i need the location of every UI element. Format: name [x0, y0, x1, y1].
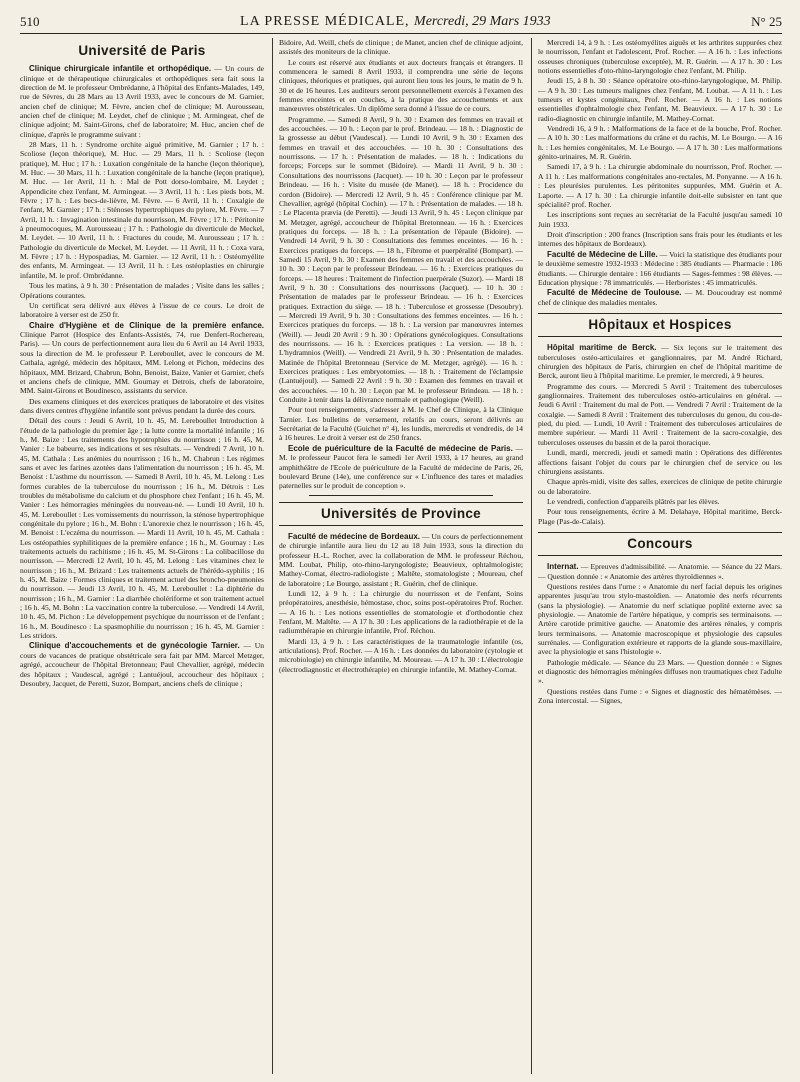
article-text: Samedi 17, à 9 h. : La chirurgie abdominale du nourrisson, Prof. Rocher. — A 11 h. : Les malformations congénitales ano-rectales, M. Ponyanne. — A 16 h. : Les pleurésies purulentes. Les péritonites suppurées, MM. Guérin et A. Laporte. — A 17 h. 30 : La chirurgie infantile doit-elle subsister en tant que spécialité? prof. Rocher. — [538, 162, 782, 209]
article-text: Chaque après-midi, visite des salles, exercices de clinique de petite chirurgie ou de laboratoire. — [538, 477, 782, 496]
article-paragraph — [538, 562, 782, 581]
article-text: Les inscriptions sont reçues au secrétariat de la Faculté jusqu'au samedi 10 Juin 1933. — [538, 210, 782, 229]
article-text: 28 Mars, 11 h. : Syndrome orchite aigué primitive, M. Garnier ; 17 h. : Scoliose (leçon théorique), M. Huc. — 29 Mars, 11 h. : Scoliose (leçon pratique), M. Huc ; 17 h. : Luxation congénitale de la hanche (leçon théorique), M. Huc. — 30 Mars, 11 h. : Luxation congénitale de la hanche (leçon pratique), M. Huc. — 1er Avril, 11 h. : Mal de Pott dorso-lombaire, M. Leydet ; Appendicite chez l'enfant, M. Armingeat. — 3 Avril, 11 h. : Les pieds bots, M. Fèvre ; 17 h. : Les becs-de-lièvre, M. Fèvre. — 6 Avril, 11 h. : Coxalgie de l'enfant, M. Garnier ; 17 h. : Sténoses hypertrophiques du pylore, M. Fèvre. — 7 Avril, 11 h. : Invagination intestinale du nourrisson, M. Fèvre ; 17 h. : Péritonite à pneumocoques, M. Aurousseau ; 17 h. : Pathologie du diverticule de Meckel, M. Leydet. — 10 Avril, 11 h. : Fractures du coude, M. Aurousseau ; 17 h. : Pathologie du diverticule de Meckel, M. Leydet. — 11 Avril, 11 h. : Coxa vara, M. Fèvre ; 17 h. : Hypospadias, M. Garnier. — 12 Avril, 11 h. : Ostéomyélite des enfants, M. Armingeat. — 13 Avril, 11 h. : Les ostéoplasties en chirurgie infantile, M. le prof. Ombrédanne. — [20, 140, 264, 280]
article-paragraph — [279, 38, 523, 57]
journal-name: LA PRESSE MÉDICALE, — [240, 14, 410, 29]
article-paragraph — [538, 507, 782, 526]
article-heading: Faculté de médecine de Bordeaux. — [288, 531, 421, 541]
article-text: — Un cours de vacances de pratique obstétricale sera fait par MM. Marcel Metzger, agrégé, accoucheur de l'hôpital Bretonneau; Paul Chevallier, agrégé, médecin des hôpitaux ; Vaudescal, agrégé ; Lantuéjoul, accoucheur des hôpitaux ; Desoubry, Jacquet, de Peretti, Suzor, Bompart, anciens chefs de clinique ; — [20, 641, 264, 689]
article-list — [538, 343, 782, 526]
article-paragraph — [20, 301, 264, 320]
article-list — [20, 64, 264, 688]
article-paragraph — [538, 210, 782, 229]
article-heading: Ecole de puériculture de la Faculté de médecine de Paris. — [288, 443, 513, 453]
article-text: Mercredi 14, à 9 h. : Les ostéomyélites aiguës et les arthrites suppurées chez le nourrisson, l'enfant et l'adolescent, Prof. Rocher. — A 16 h. : Les infections osseuses chroniques (tuberculose exceptée), M. R. Guérin. — A 17 h. 30 : Les notions essentielles d'oto-rhino-laryngologie chez l'enfant, M. Philip. — [538, 38, 782, 76]
article-paragraph — [538, 343, 782, 381]
article-text: Lundi, mardi, mercredi, jeudi et samedi matin : Opérations des différentes affections faisant l'objet du cours par le chirurgien chef de service ou les chirurgiens assistants. — [538, 448, 782, 476]
article-paragraph — [279, 405, 523, 442]
article-text: — Un cours de perfectionnement de chirurgie infantile aura lieu du 12 au 18 Juin 1933, sous la direction du professeur H.-L. Rocher, avec la collaboration de MM. le professeur Réchou, MM. Loubat, Philip, oto-rhino-laryngologiste; Beauvieux, ophtalmologiste; Mathey-Cornat, électro-radiologiste ; Maltête, stomatologiste ; Moureau, chef de laboratoire ; Le Bourgo, assistant ; R. Guérin, chef de clinique. — [279, 531, 523, 588]
article-paragraph — [538, 477, 782, 496]
issue-number: N° 25 — [751, 14, 782, 29]
article-paragraph — [538, 497, 782, 506]
column-rule — [272, 38, 273, 1074]
article-heading: Chaire d'Hygiène et de Clinique de la première enfance. — [29, 320, 264, 330]
column-2 — [279, 38, 523, 1074]
article-text: Un certificat sera délivré aux élèves à l'issue de ce cours. Le droit de laboratoire à verser est de 250 fr. — [20, 300, 264, 320]
article-text: Des examens cliniques et des exercices pratiques de laboratoire et des visites dans divers centres d'hygiène infantile sont prévus pendant la durée des cours. — [20, 396, 264, 415]
section-title: Concours — [538, 532, 782, 556]
article-text: Droit d'inscription : 200 francs (Inscription sans frais pour les étudiants et les internes des hôpitaux de Bordeaux). — [538, 229, 782, 249]
section-title: Hôpitaux et Hospices — [538, 313, 782, 337]
article-text: Programme. — Samedi 8 Avril, 9 h. 30 : Examen des femmes en travail et des accouchées. — 10 h. : Leçon par le prof. Brindeau. — 18 h. : Diagnostic de la grossesse au début (Vaudescal). — Lundi 10 Avril, 9 h. 30 : Examen des femmes en travail et des accouchées. — 10 h. 30 : Consultations des nourrissons. — 17 h. : Présentation de malades. — 18 h. : Indications du forceps; Forceps sur le sommet (Bidoire). — Mardi 11 Avril, 9 h. 30 : Consultations des nourrissons (Jacquet). — 10 h. 30 : Leçon par le professeur Brindeau. — 16 h. : Visite du musée (de Manet). — 18 h. : Procidence du cordon (Bidoire). — Mercredi 12 Avril, 9 h. 45 : Conférence clinique par M. Chevallier, agrégé (hôpital Cochin). — 17 h. : Présentation de malades. — 18 h. : Le Placenta prævia (de Peretti). — Jeudi 13 Avril, 9 h. 45 : Leçon clinique par M. Metzger, agrégé, accoucheur de l'hôpital Bretonneau. — 16 h. : Exercices pratiques du forceps. — 18 h. : La présentation de l'épaule (Bidoire). — Vendredi 14 Avril, 9 h. 30 : Consultations des femmes enceintes. — 16 h. : Exercices pratiques du forceps. — 18 h., Fibrome et puerpéralité (Bompart). — Samedi 15 Avril, 9 h. 30 : Examen des femmes en travail et des accouchées. — 10 h. 30 : Leçon par le professeur Brindeau. — 16 h. : Exercices pratiques du forceps. — 18 heures : Traitement de l'infection puerpérale (Suzor). — Mardi 18 Avril, 9 h. 30 : Consultations des nourrissons (Jacquet). — 10 h. 30 : Présentation de malades par le professeur Brindeau. — 16 h. : Exercices pratiques. Extraction du siège. — 18 h. : Tuberculose et grossesse (Desoubry). — Mercredi 19 Avril, 9 h. 30 : Consultations des femmes enceintes. — 16 h. : Exercices pratiques du forceps. — 18 h. : La version par manœuvres internes (Weill). — Jeudi 20 Avril : 9 h. 30 : Opérations gynécologiques. Consultations des nourrissons. — 16 h. : Exercices pratiques : La version. — 18 h. : L'hydramnios (Weill). — Vendredi 21 Avril, 9 h. 30 : Présentation de malades. Matinée de l'hôpital Bretonneau (Service de M. Metzger, agrégé). — 16 h. : Exercices pratiques : Les embryotomies. — 18 h. : Traitement de l'éclampsie (Lantuéjoul). — Samedi 22 Avril : 9 h. 30 : Examen des femmes en travail et des accouchées. — 10 h. 30 : Leçon par M. le professeur Brindeau. — 18 h. : Conduite à tenir dans la délivrance normale et pathologique (Weill). — [279, 114, 523, 405]
journal-title — [240, 14, 551, 30]
article-text: Jeudi 15, à 8 h. 30 : Séance opératoire oto-rhino-laryngologique, M. Philip. — A 9 h. 30 : Les tumeurs malignes chez l'enfant, M. Loubat. — A 11 h. : Les tumeurs et kystes congénitaux, Prof. Rocher. — A 16 h. : Les notions essentielles d'ophtalmologie chez l'enfant, M. Beauvieux. — A 17 h. 30 : Le radio-diagnostic en chirurgie infantile, M. Mathey-Cornat. — [538, 76, 782, 123]
article-heading: Faculté de Médecine de Lille. — [547, 249, 658, 259]
column-rule — [531, 38, 532, 1074]
article-text: — M. le professeur Paucot fera le samedi 1er Avril 1933, à 17 heures, au grand amphithéâtre de l'Ecole de puériculture de la Faculté de médecine de Paris, 26, boulevard Brune (14e), une conférence sur « L'influence des tares et maladies paternelles sur le produit de conception ». — [279, 443, 523, 491]
article-paragraph — [538, 382, 782, 447]
article-paragraph — [538, 658, 782, 686]
article-paragraph — [538, 124, 782, 161]
article-heading: Clinique chirurgicale infantile et orthopédique. — [29, 64, 212, 73]
column-1 — [20, 38, 264, 1074]
article-paragraph — [538, 38, 782, 75]
article-paragraph — [20, 321, 264, 396]
issue-date: Mercredi, 29 Mars 1933 — [414, 14, 551, 29]
article-text: Vendredi 16, à 9 h. : Malformations de la face et de la bouche, Prof. Rocher. — A 10 h. 30 : Les malformations du crâne et du rachis, M. Le Bourgo. — A 16 h. : Les hernies congénitales, M. Le Bourgo. — A 17 h. 30 : Les malformations génito-urinaires, M. R. Guérin. — [538, 124, 782, 162]
article-heading: Clinique d'accouchements et de gynécologie Tarnier. — [29, 641, 240, 651]
article-paragraph — [20, 416, 264, 640]
article-text: — Un cours de clinique et de thérapeutique chirurgicales et orthopédiques sera fait sous la direction de M. le professeur Ombrédanne, à l'hôpital des Enfants-Malades, 149, rue de Sèvres, du 28 Mars au 13 Avril 1933, avec le concours de M. Garnier, ancien chef de clinique; M. Fèvre, ancien chef de clinique; M. Aurousseau, ancien chef de clinique; M. Leydet, chef de clinique ; M. Armingeat, chef de clinique adjoint; M. Saint-Girons, chef de laboratoire; M. Huc, ancien chef de clinique, d'après le programme suivant : — [20, 64, 264, 139]
article-text: Bidoire, Ad. Weill, chefs de clinique ; de Manet, ancien chef de clinique adjoint, assistés des moniteurs de la clinique. — [279, 38, 523, 57]
article-paragraph — [20, 140, 264, 280]
article-paragraph — [20, 64, 264, 139]
article-heading: Internat. — [547, 561, 579, 571]
section-title: Université de Paris — [78, 43, 206, 58]
article-text: Lundi 12, à 9 h. : La chirurgie du nourrisson et de l'enfant, Soins préopératoires, anesthésie, hémostase, choc, soins post-opératoires Prof. Rocher. — A 16 h. : Les notions essentielles de stomatologie et d'orthodontie chez l'enfant, M. Maltête. — A 17 h. 30 : Les applications de la radiothérapie et de la radiumthérapie en chirurgie infantile, Prof. Réchou. — [279, 589, 523, 636]
newspaper-columns — [20, 38, 782, 1074]
article-text: — Epreuves d'admissibilité. — Anatomie. — Séance du 22 Mars. — Question donnée : « Anatomie des artères thyroïdiennes ». — [538, 561, 782, 581]
article-paragraph — [538, 288, 782, 307]
article-text: Mardi 13, à 9 h. : Les caractéristiques de la traumatologie infantile (os, articulations). Prof. Rocher. — A 16 h. : Les données du laboratoire (cytologie et microbiologie) en chirurgie infantile, M. Moureau. — A 17 h. 30 : L'électrologie (électrodiagnostic et électrothérapie) en chirurgie infantile, M. Mathey-Cornat. — [279, 636, 523, 674]
article-paragraph — [538, 162, 782, 209]
article-list — [538, 38, 782, 307]
article-paragraph — [538, 582, 782, 657]
article-text: Pathologie médicale. — Séance du 23 Mars. — Question donnée : « Signes et diagnostic des hémorragies méningées diffuses non traumatiques chez l'adulte ». — [538, 657, 782, 686]
page-number: 510 — [20, 14, 40, 29]
article-list — [279, 38, 523, 491]
article-text: Pour tout renseignements, s'adresser à M. le Chef de Clinique, à la Clinique Tarnier. Les bulletins de versement, relatifs au cours, seront délivrés au Secrétariat de la Faculté (Guichet n° 4), les lundis, mercredis et vendredis, de 14 à 16 heures. Le droit à verser est de 250 francs. — [279, 405, 523, 443]
article-text: Clinique Parrot (Hospice des Enfants-Assistés, 74, rue Denfert-Rochereau, Paris). — Un cours de perfectionnement aura lieu du 6 Avril au 14 Avril 1933, sous la direction de M. le professeur P. Lereboullet, avec le concours de M. Cathala, agrégé, médecin des hôpitaux, MM. Lelong et Pichon, médecins des hôpitaux, MM. Brizard, Chabrun, Bohn, Benoist, Baize, Vanier et Garnier, chefs et anciens chefs de clinique, MM. Gournay et Detrois, chefs de laboratoire, MM. Saint-Girons et Boudinesco, assistants du service. — [20, 330, 264, 396]
article-paragraph — [538, 687, 782, 706]
column-3 — [538, 38, 782, 1074]
article-text: Tous les matins, à 9 h. 30 : Présentation de malades ; Visite dans les salles ; Opérations courantes. — [20, 281, 264, 300]
article-text: Détail des cours : Jeudi 6 Avril, 10 h. 45, M. Lereboullet Introduction à l'étude de la pathologie du premier âge ; la lutte contre la mortalité infantile ; 16 h., M. Baize : Les traitements des hypotrophies du nourrisson ; 16 h. 45, M. Vanier : Le babeurre, ses indications et ses résultats. — Vendredi 7 Avril, 10 h. 45, M. Cathala : Les anémies du nourrisson ; 16 h., M. Chabrun : Les régimes sans et avec les farines azotées dans l'alimentation du nourrisson ; 16 h. 45, M. Benoist : L'asthme du nourrisson. — Samedi 8 Avril, 10 h. 45, M. Lelong : Les formes curables de la tuberculose du nourrisson ; 16 h., M. Détrois : Les troubles du métabolisme du calcium et du phosphore chez l'enfant ; 16 h. 45, M. Vanier : Les hémorragies méningées du nouveau-né. — Lundi 10 Avril, 10 h. 45, M. Lereboullet : Les vomissements du nourrisson, la sténose hypertrophique congénitale du pylore ; 16 h., M. Bohn : L'anorexie chez le nourrisson ; 16 h. 45, M. Benoist : L'eczéma du nourrisson. — Mardi 11 Avril, 10 h. 45, M. Cathala : Les ostéopathies syphilitiques de la première enfance ; 16 h., M. Gournay : Les traitements actuels du rachitisme ; 16 h. 45, M. St-Girons : La colibacillose du nourrisson. — Mercredi 12 Avril, 10 h. 45, M. Lelong : Les vitamines chez le nourrisson ; 16 h., M. Brizard : Les traitements actuels de l'hérédo-syphilis ; 16 h. 45, M. Baize : Formes cliniques et traitement actuel des broncho-pneumonies du nourrisson. — Jeudi 13 Avril, 10 h. 45, M. Lereboullet : La diphtérie du nourrisson ; 16 h., M. Garnier : La diarrhée cholériforme et son traitement actuel ; 16 h. 45, M. Bohn : La vaccination contre la tuberculose. — Vendredi 14 Avril, 10 h. 45, M. Pichon : Le développement psychique du nourrisson et de l'enfant ; 16 h., M. Boudinesco : La spasmophilie du nourrisson ; 16 h. 45, M. Garnier : Les stridors. — [20, 416, 264, 641]
section-divider — [309, 495, 493, 496]
article-paragraph — [20, 641, 264, 688]
article-paragraph — [538, 250, 782, 288]
article-list — [279, 532, 523, 674]
article-paragraph — [279, 58, 523, 114]
article-text: Questions restées dans l'urne : « Signes et diagnostic des hématémèses. — Zona intercostal. — Signes, — [538, 686, 782, 705]
article-text: Pour tous renseignements, écrire à M. Delahaye, Hôpital maritime, Berck-Plage (Pas-de-Calais). — [538, 507, 782, 526]
article-text: — M. Doucoudray est nommé chef de clinique des maladies mentales. — [538, 288, 782, 307]
article-paragraph — [279, 444, 523, 491]
article-paragraph — [279, 637, 523, 674]
article-text: — Six leçons sur le traitement des tuberculoses ostéo-articulaires et ganglionnaires, par M. André Richard, chirurgien des hôpitaux de Paris, chirurgien en chef de l'hôpital maritime de Berck, auront lieu à l'hôpital maritime. Le premier, le mercredi, à 9 heures. — [538, 343, 782, 381]
article-paragraph — [538, 76, 782, 123]
article-paragraph — [20, 281, 264, 300]
article-text: Le vendredi, confection d'appareils plâtrés par les élèves. — [547, 496, 720, 506]
article-paragraph — [538, 448, 782, 476]
article-heading: Faculté de Médecine de Toulouse. — [547, 288, 682, 298]
article-list — [538, 562, 782, 705]
article-text: Le cours est réservé aux étudiants et aux docteurs français et étrangers. Il commencera le samedi 8 Avril 1933, il comprendra une série de leçons cliniques, théoriques et pratiques, qui auront lieu tous les jours, le matin de 9 h. 30 et de 16 heures. Les auditeurs seront personnellement exercés à l'examen des femmes enceintes et en couches, à la pratique des accouchements et aux manœuvres obstétricales. Un diplôme sera donné à l'issue de ce cours. — [279, 57, 523, 114]
page-header — [20, 8, 782, 34]
section-title: Universités de Province — [279, 502, 523, 526]
article-text: — Voici la statistique des étudiants pour le deuxième semestre 1932-1933 : Médecine : 385 étudiants — Pharmacie : 186 étudiants. — Chirurgie dentaire : 166 étudiants — Sages-femmes : 98 élèves. — Education physique : 78 immatriculés. — Herboristes : 45 immatriculés. — [538, 249, 782, 287]
article-text: Programme des cours. — Mercredi 5 Avril : Traitement des tuberculoses ganglionnaires. Traitement des tuberculoses ostéo-articulaires en général. — Jeudi 6 Avril : Traitement du mal de Pott. — Vendredi 7 Avril : Traitement de la coxalgie. — Samedi 8 Avril : Traitement des tuberculoses du genou, du cou-de-pied, du pied. — Lundi, 10 Avril : Traitement des tuberculoses articulaires de membre supérieur. — Mardi 11 Avril : Traitement de la sacro-coxalgie, des tuberculoses osseuses du bassin et de la paroi thoracique. — [538, 381, 782, 447]
article-heading: Hôpital maritime de Berck. — [547, 343, 657, 353]
article-text: Questions restées dans l'urne : « Anatomie du nerf facial depuis les origines apparentes jusqu'au trou stylo-mastoïdien. — Anatomie des nerfs récurrents (sans la physiologie). — Anatomie du nerf sciatique poplité externe avec sa physiologie. — Anatomie de l'artère hépatique, y compris ses terminaisons. — Artère carotide primitive gauche. — Anatomie des artères rénales, y compris leurs terminaisons. — Anatomie macroscopique et physiologie des capsules surrénales. — Configuration extérieure et rapports de la glande sous-maxillaire, avec la physiologie et sans l'histologie ». — [538, 581, 782, 657]
article-paragraph — [279, 115, 523, 405]
article-paragraph — [20, 397, 264, 416]
article-paragraph — [538, 230, 782, 249]
article-paragraph — [279, 589, 523, 636]
article-paragraph — [279, 532, 523, 588]
